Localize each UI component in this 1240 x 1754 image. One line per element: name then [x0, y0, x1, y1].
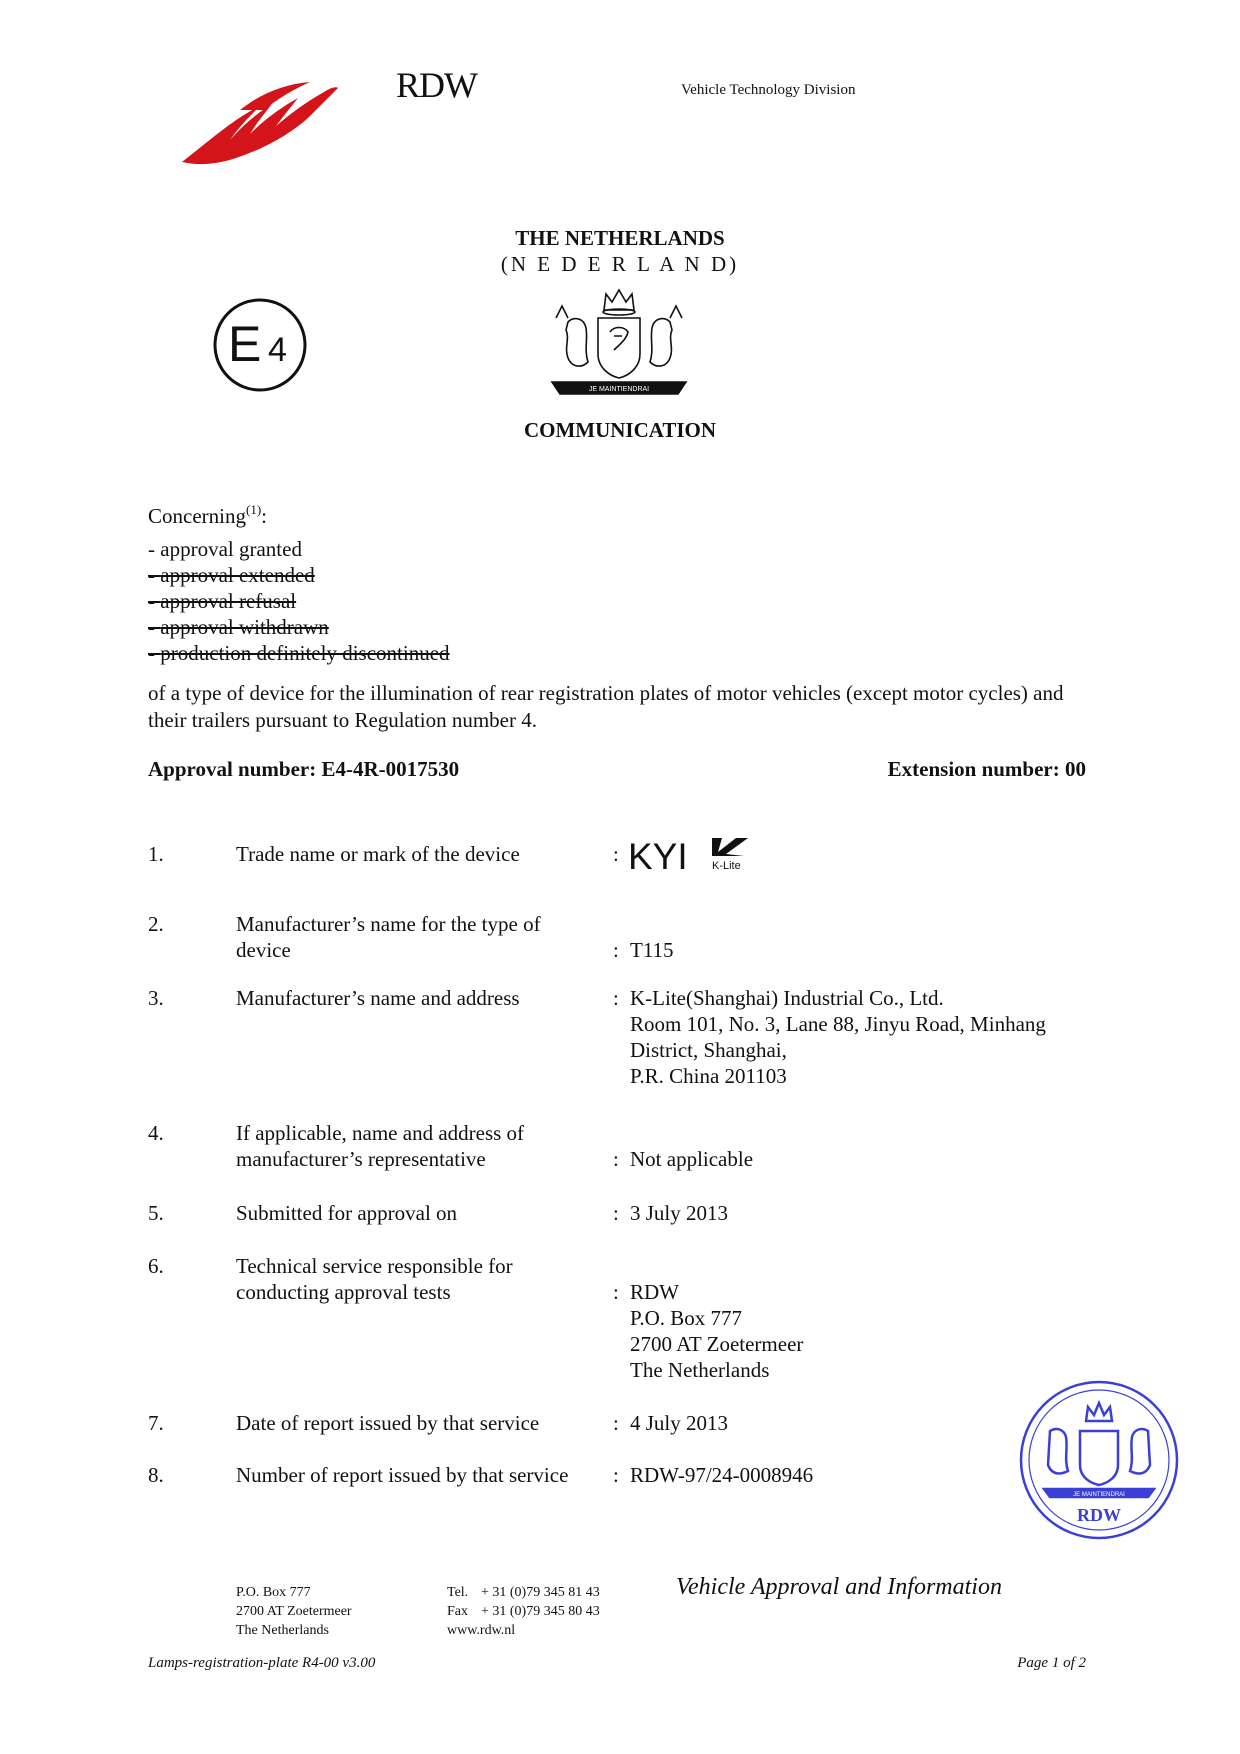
kyi-logo-text: KYI — [628, 836, 688, 877]
stamp-text: RDW — [1077, 1505, 1121, 1525]
e-mark-letter: E — [228, 316, 262, 372]
coat-of-arms-icon — [548, 288, 690, 402]
footer-phone-block: Tel. + 31 (0)79 345 81 43 Fax + 31 (0)79 345 80 43 www.rdw.nl — [447, 1585, 600, 1638]
stamp-motto: JE MAINTIENDRAI — [1073, 1492, 1125, 1498]
option-approval-withdrawn: - approval withdrawn — [148, 615, 329, 639]
approval-number: Approval number: E4-4R-0017530 — [148, 757, 460, 781]
option-approval-refusal: - approval refusal — [148, 589, 297, 613]
concerning-options — [148, 536, 450, 666]
footer-address: P.O. Box 777 2700 AT Zoetermeer The Netherlands — [236, 1585, 352, 1638]
option-production-discontinued: - production definitely discontinued — [148, 641, 450, 665]
document-id: Lamps-registration-plate R4-00 v3.00 — [148, 1655, 376, 1671]
footer-department: Vehicle Approval and Information — [676, 1574, 1002, 1600]
description-paragraph: of a type of device for the illumination of rear registration plates of motor vehicles (except motor cycles) and their trailers pursuant to Regulation number 4. — [148, 681, 1064, 732]
page-number: Page 1 of 2 — [1017, 1655, 1086, 1671]
e-mark-number: 4 — [268, 331, 287, 369]
rdw-logo-icon — [180, 70, 340, 170]
option-approval-granted: - approval granted — [148, 537, 302, 561]
concerning-label: Concerning$^{(1)}$: — [148, 502, 267, 528]
page-title: COMMUNICATION — [523, 418, 717, 442]
division-name: Vehicle Technology Division — [681, 82, 856, 98]
e-mark-icon — [212, 297, 308, 393]
kyi-trade-mark-logo — [628, 834, 768, 878]
footer-website: www.rdw.nl — [447, 1623, 516, 1638]
country-local-name: (N E D E R L A N D) — [500, 252, 740, 276]
option-approval-extended: - approval extended — [148, 563, 315, 587]
rdw-stamp-icon — [1014, 1375, 1184, 1545]
country-name: THE NETHERLANDS — [515, 226, 725, 250]
extension-number: Extension number: 00 — [887, 757, 1086, 781]
kyi-logo-subtext: K-Lite — [712, 860, 741, 872]
coat-of-arms-motto: JE MAINTIENDRAI — [588, 386, 650, 393]
rdw-wordmark: RDW — [396, 65, 477, 105]
